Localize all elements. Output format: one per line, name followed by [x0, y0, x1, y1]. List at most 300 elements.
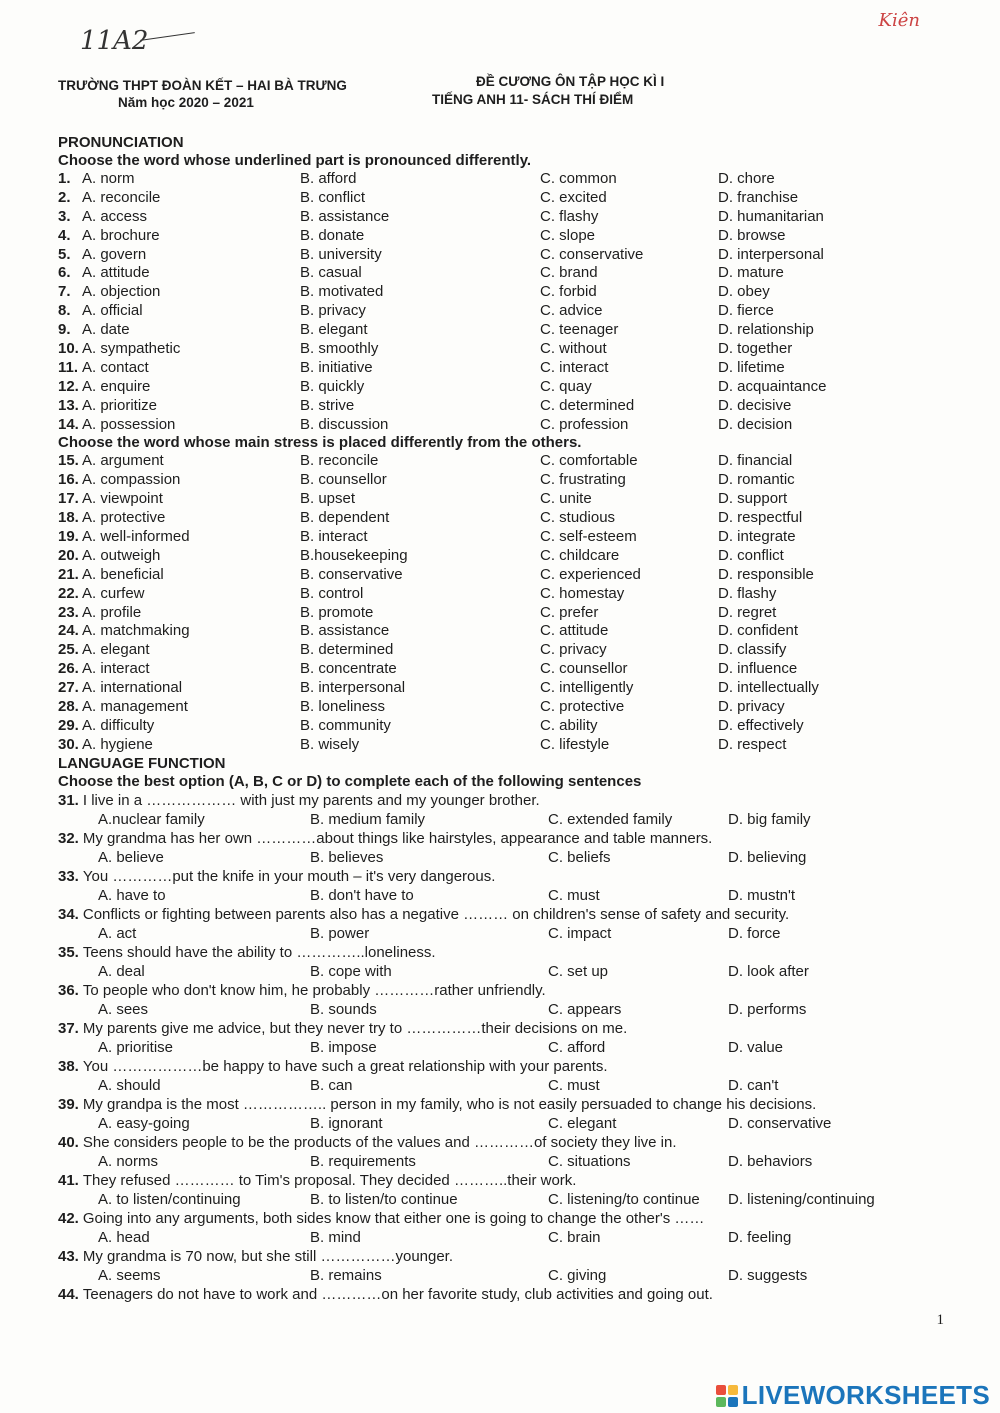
option-d[interactable]: D. privacy [718, 698, 785, 716]
option-d[interactable]: D. regret [718, 603, 777, 621]
option-c[interactable]: C. set up [548, 962, 609, 980]
option-a[interactable]: A. matchmaking [82, 622, 190, 640]
question-row [58, 227, 928, 246]
question-number: 31. [58, 791, 79, 809]
option-b[interactable]: B. reconcile [300, 452, 379, 470]
question-stem [58, 867, 928, 886]
stress-instruction: Choose the word whose main stress is placed differently from the others. [58, 434, 582, 452]
answer-options [58, 962, 928, 981]
option-d[interactable]: D. romantic [718, 471, 795, 489]
option-a[interactable]: A. sees [98, 1000, 149, 1018]
pronunciation-heading: PRONUNCIATION [58, 134, 184, 151]
option-a[interactable]: A. govern [82, 245, 147, 263]
option-b[interactable]: B. mind [310, 1228, 361, 1246]
option-c[interactable]: C. interact [540, 358, 609, 376]
option-b[interactable]: B. can [310, 1076, 353, 1094]
option-b[interactable]: B. interact [300, 528, 368, 546]
question-number: 44. [58, 1285, 79, 1303]
question-text: To people who don't know him, he probably …………rather unfriendly. [82, 981, 546, 999]
answer-options [58, 1190, 928, 1209]
question-text: I live in a ……………… with just my parents and my younger brother. [82, 791, 540, 809]
question-stem [58, 905, 928, 924]
option-d[interactable]: D. fierce [718, 302, 774, 320]
option-b[interactable]: B. assistance [300, 207, 390, 225]
option-d[interactable]: D. mature [718, 264, 784, 282]
question-row [58, 604, 928, 623]
option-d[interactable]: D. listening/continuing [728, 1190, 875, 1208]
option-c[interactable]: C. experienced [540, 565, 641, 583]
option-b[interactable]: B. don't have to [310, 886, 414, 904]
question-number: 34. [58, 905, 79, 923]
option-c[interactable]: C. beliefs [548, 848, 611, 866]
option-d[interactable]: D. relationship [718, 321, 814, 339]
question-row [58, 340, 928, 359]
question-row [58, 622, 928, 641]
option-d[interactable]: D. integrate [718, 528, 796, 546]
language-questions [58, 791, 928, 1304]
question-number: 27. [58, 679, 79, 697]
question-number: 12. [58, 377, 79, 395]
option-a[interactable]: A. have to [98, 886, 166, 904]
question-number: 22. [58, 584, 79, 602]
question-number: 43. [58, 1247, 79, 1265]
question-row [58, 641, 928, 660]
question-number: 36. [58, 981, 79, 999]
option-a[interactable]: A. should [98, 1076, 161, 1094]
answer-options [58, 924, 928, 943]
option-d[interactable]: D. together [718, 340, 793, 358]
option-d[interactable]: D. mustn't [728, 886, 796, 904]
question-row [58, 170, 928, 189]
question-number: 28. [58, 698, 79, 716]
question-number: 29. [58, 716, 79, 734]
question-row [58, 208, 928, 227]
option-b[interactable]: B. casual [300, 264, 362, 282]
option-c[interactable]: C. prefer [540, 603, 599, 621]
question-number: 30. [58, 735, 79, 753]
handwritten-name: Kiên [878, 10, 920, 31]
question-text: Conflicts or fighting between parents also has a negative ……… on children's sense of safety and security. [82, 905, 790, 923]
question-stem [58, 1133, 928, 1152]
option-c[interactable]: C. intelligently [540, 679, 634, 697]
option-c[interactable]: C. must [548, 1076, 600, 1094]
question-row [58, 736, 928, 755]
question-text: She considers people to be the products of the values and …………of society they live in. [82, 1133, 677, 1151]
answer-options [58, 1266, 928, 1285]
option-a[interactable]: A. enquire [82, 377, 151, 395]
question-number: 26. [58, 660, 79, 678]
option-c[interactable]: C. giving [548, 1266, 607, 1284]
option-b[interactable]: B. university [300, 245, 382, 263]
option-c[interactable]: C. childcare [540, 546, 620, 564]
pronunciation-instruction: Choose the word whose underlined part is pronounced differently. [58, 152, 532, 169]
option-a[interactable]: A. well-informed [82, 528, 190, 546]
option-c[interactable]: C. ability [540, 716, 598, 734]
question-row [58, 321, 928, 340]
option-b[interactable]: B. believes [310, 848, 384, 866]
question-row [58, 471, 928, 490]
question-row [58, 246, 928, 265]
option-b[interactable]: B. promote [300, 603, 374, 621]
option-d[interactable]: D. feeling [728, 1228, 792, 1246]
question-row [58, 509, 928, 528]
answer-options [58, 1152, 928, 1171]
option-c[interactable]: C. studious [540, 509, 616, 527]
option-d[interactable]: D. confident [718, 622, 799, 640]
option-d[interactable]: D. force [728, 924, 781, 942]
option-a[interactable]: A. management [82, 698, 188, 716]
option-b[interactable]: B. privacy [300, 302, 366, 320]
option-a[interactable]: A. sympathetic [82, 340, 181, 358]
option-c[interactable]: C. comfortable [540, 452, 638, 470]
brand-logo [716, 1380, 990, 1411]
document-title: ĐỀ CƯƠNG ÔN TẬP HỌC KÌ I [476, 74, 665, 89]
option-c[interactable]: C. flashy [540, 207, 599, 225]
option-c[interactable]: C. profession [540, 415, 629, 433]
option-a[interactable]: A. international [82, 679, 183, 697]
option-a[interactable]: A. outweigh [82, 546, 161, 564]
option-b[interactable]: B. dependent [300, 509, 390, 527]
question-number: 33. [58, 867, 79, 885]
question-number: 37. [58, 1019, 79, 1037]
option-b[interactable]: B. remains [310, 1266, 382, 1284]
option-c[interactable]: C. must [548, 886, 600, 904]
question-row [58, 490, 928, 509]
option-a[interactable]: A. objection [82, 283, 161, 301]
option-b[interactable]: B. conflict [300, 188, 366, 206]
option-d[interactable]: D. effectively [718, 716, 804, 734]
school-name: TRƯỜNG THPT ĐOÀN KẾT – HAI BÀ TRƯNG [58, 78, 347, 93]
option-a[interactable]: A. difficulty [82, 716, 155, 734]
option-c[interactable]: C. counsellor [540, 660, 628, 678]
option-c[interactable]: C. common [540, 170, 617, 187]
option-d[interactable]: D. interpersonal [718, 245, 824, 263]
question-row [58, 585, 928, 604]
question-number: 5. [58, 245, 71, 263]
option-b[interactable]: B. initiative [300, 358, 373, 376]
option-a[interactable]: A. to listen/continuing [98, 1190, 241, 1208]
option-c[interactable]: C. teenager [540, 321, 619, 339]
question-row [58, 397, 928, 416]
question-number: 20. [58, 546, 79, 564]
question-stem [58, 981, 928, 1000]
option-b[interactable]: B. concentrate [300, 660, 397, 678]
option-b[interactable]: B. donate [300, 226, 365, 244]
question-row [58, 189, 928, 208]
question-number: 15. [58, 452, 79, 470]
question-text: Going into any arguments, both sides know that either one is going to change the other's …… [82, 1209, 705, 1227]
option-a[interactable]: A. prioritise [98, 1038, 174, 1056]
question-stem [58, 1247, 928, 1266]
question-stem [58, 791, 928, 810]
answer-options [58, 1228, 928, 1247]
option-c[interactable]: C. quay [540, 377, 592, 395]
option-b[interactable]: B. sounds [310, 1000, 377, 1018]
option-a[interactable]: A. deal [98, 962, 145, 980]
language-heading: LANGUAGE FUNCTION [58, 754, 226, 772]
question-row [58, 264, 928, 283]
option-d[interactable]: D. suggests [728, 1266, 808, 1284]
option-d[interactable]: D. value [728, 1038, 784, 1056]
option-c[interactable]: C. protective [540, 698, 625, 716]
stress-questions [58, 452, 928, 754]
question-text: Teenagers do not have to work and …………on her favorite study, club activities and going out. [82, 1285, 713, 1303]
option-b[interactable]: B. loneliness [300, 698, 386, 716]
question-number: 1. [58, 170, 71, 187]
option-d[interactable]: D. performs [728, 1000, 807, 1018]
option-a[interactable]: A. compassion [82, 471, 181, 489]
question-stem [58, 829, 928, 848]
option-a[interactable]: A. norms [98, 1152, 159, 1170]
question-stem [58, 1057, 928, 1076]
question-stem [58, 1171, 928, 1190]
option-c[interactable]: C. appears [548, 1000, 622, 1018]
question-number: 25. [58, 641, 79, 659]
option-c[interactable]: C. privacy [540, 641, 607, 659]
option-b[interactable]: B. control [300, 584, 364, 602]
option-d[interactable]: D. big family [728, 810, 811, 828]
option-d[interactable]: D. can't [728, 1076, 779, 1094]
question-row [58, 660, 928, 679]
option-a[interactable]: A. beneficial [82, 565, 164, 583]
question-row [58, 679, 928, 698]
option-b[interactable]: B. power [310, 924, 370, 942]
option-b[interactable]: B. counsellor [300, 471, 387, 489]
option-d[interactable]: D. lifetime [718, 358, 785, 376]
option-d[interactable]: D. influence [718, 660, 798, 678]
option-d[interactable]: D. decisive [718, 396, 792, 414]
option-a[interactable]: A. interact [82, 660, 150, 678]
question-number: 13. [58, 396, 79, 414]
question-number: 21. [58, 565, 79, 583]
option-c[interactable]: C. frustrating [540, 471, 626, 489]
answer-options [58, 848, 928, 867]
option-c[interactable]: C. listening/to continue [548, 1190, 700, 1208]
option-b[interactable]: B. elegant [300, 321, 368, 339]
option-b[interactable]: B. motivated [300, 283, 384, 301]
option-a[interactable]: A. profile [82, 603, 142, 621]
question-stem [58, 1209, 928, 1228]
question-number: 41. [58, 1171, 79, 1189]
option-a[interactable]: A. head [98, 1228, 150, 1246]
option-d[interactable]: D. obey [718, 283, 770, 301]
option-a[interactable]: A. protective [82, 509, 166, 527]
option-c[interactable]: C. unite [540, 490, 592, 508]
question-number: 38. [58, 1057, 79, 1075]
option-c[interactable]: C. conservative [540, 245, 644, 263]
option-b[interactable]: B. afford [300, 170, 357, 187]
question-number: 18. [58, 509, 79, 527]
language-instruction: Choose the best option (A, B, C or D) to complete each of the following sentences [58, 772, 642, 790]
option-b[interactable]: B. impose [310, 1038, 377, 1056]
option-b[interactable]: B.housekeeping [300, 546, 408, 564]
answer-options [58, 1000, 928, 1019]
option-d[interactable]: D. flashy [718, 584, 777, 602]
option-c[interactable]: C. elegant [548, 1114, 617, 1132]
question-text: My parents give me advice, but they never try to ……………their decisions on me. [82, 1019, 628, 1037]
option-d[interactable]: D. conservative [728, 1114, 832, 1132]
option-b[interactable]: B. wisely [300, 735, 360, 753]
question-stem [58, 943, 928, 962]
option-b[interactable]: B. strive [300, 396, 355, 414]
option-d[interactable]: D. intellectually [718, 679, 819, 697]
option-d[interactable]: D. browse [718, 226, 786, 244]
option-d[interactable]: D. respect [718, 735, 787, 753]
option-c[interactable]: C. brand [540, 264, 598, 282]
option-a[interactable]: A.nuclear family [98, 810, 205, 828]
option-d[interactable]: D. franchise [718, 188, 799, 206]
option-d[interactable]: D. support [718, 490, 788, 508]
option-b[interactable]: B. community [300, 716, 391, 734]
option-a[interactable]: A. curfew [82, 584, 145, 602]
question-number: 14. [58, 415, 79, 433]
option-a[interactable]: A. access [82, 207, 148, 225]
option-d[interactable]: D. conflict [718, 546, 784, 564]
option-b[interactable]: B. smoothly [300, 340, 379, 358]
option-d[interactable]: D. look after [728, 962, 809, 980]
option-b[interactable]: B. upset [300, 490, 356, 508]
option-c[interactable]: C. brain [548, 1228, 601, 1246]
option-a[interactable]: A. attitude [82, 264, 150, 282]
option-d[interactable]: D. behaviors [728, 1152, 813, 1170]
option-b[interactable]: B. to listen/to continue [310, 1190, 458, 1208]
option-c[interactable]: C. afford [548, 1038, 606, 1056]
option-d[interactable]: D. decision [718, 415, 793, 433]
option-c[interactable]: C. excited [540, 188, 607, 206]
answer-options [58, 1038, 928, 1057]
question-number: 32. [58, 829, 79, 847]
option-a[interactable]: A. elegant [82, 641, 150, 659]
option-b[interactable]: B. interpersonal [300, 679, 406, 697]
option-a[interactable]: A. official [82, 302, 143, 320]
question-stem [58, 1285, 928, 1304]
option-b[interactable]: B. discussion [300, 415, 389, 433]
question-text: My grandpa is the most …………….. person in my family, who is not easily persuaded to change his decisions. [82, 1095, 817, 1113]
option-d[interactable]: D. respectful [718, 509, 803, 527]
option-b[interactable]: B. medium family [310, 810, 426, 828]
question-row [58, 378, 928, 397]
question-number: 8. [58, 302, 71, 320]
option-c[interactable]: C. situations [548, 1152, 631, 1170]
question-text: Teens should have the ability to …………..loneliness. [82, 943, 436, 961]
answer-options [58, 886, 928, 905]
option-d[interactable]: D. responsible [718, 565, 814, 583]
option-c[interactable]: C. determined [540, 396, 635, 414]
option-c[interactable]: C. attitude [540, 622, 609, 640]
question-row [58, 547, 928, 566]
answer-options [58, 1114, 928, 1133]
worksheet-body [58, 134, 928, 1304]
question-row [58, 283, 928, 302]
option-c[interactable]: C. extended family [548, 810, 673, 828]
question-number: 4. [58, 226, 71, 244]
option-a[interactable]: A. seems [98, 1266, 161, 1284]
question-number: 35. [58, 943, 79, 961]
question-text: They refused ………… to Tim's proposal. They decided ………..their work. [82, 1171, 577, 1189]
question-number: 7. [58, 283, 71, 301]
option-a[interactable]: A. argument [82, 452, 164, 470]
option-d[interactable]: D. believing [728, 848, 807, 866]
question-number: 39. [58, 1095, 79, 1113]
option-a[interactable]: A. easy-going [98, 1114, 190, 1132]
question-row [58, 359, 928, 378]
school-year: Năm học 2020 – 2021 [118, 95, 254, 110]
question-stem [58, 1019, 928, 1038]
option-b[interactable]: B. ignorant [310, 1114, 383, 1132]
question-number: 19. [58, 528, 79, 546]
question-number: 6. [58, 264, 71, 282]
option-b[interactable]: B. requirements [310, 1152, 416, 1170]
question-number: 23. [58, 603, 79, 621]
option-a[interactable]: A. possession [82, 415, 176, 433]
option-b[interactable]: B. assistance [300, 622, 390, 640]
option-d[interactable]: D. classify [718, 641, 787, 659]
question-row [58, 717, 928, 736]
question-number: 42. [58, 1209, 79, 1227]
option-b[interactable]: B. conservative [300, 565, 403, 583]
brand-name: LIVEWORKSHEETS [741, 1380, 990, 1410]
option-a[interactable]: A. viewpoint [82, 490, 163, 508]
option-c[interactable]: C. slope [540, 226, 596, 244]
option-c[interactable]: C. homestay [540, 584, 625, 602]
option-d[interactable]: D. acquaintance [718, 377, 827, 395]
question-number: 16. [58, 471, 79, 489]
option-c[interactable]: C. advice [540, 302, 603, 320]
option-a[interactable]: A. norm [82, 170, 135, 187]
option-a[interactable]: A. brochure [82, 226, 160, 244]
question-row [58, 416, 928, 435]
question-text: My grandma is 70 now, but she still ……………younger. [82, 1247, 454, 1265]
option-a[interactable]: A. date [82, 321, 130, 339]
document-subtitle: TIẾNG ANH 11- SÁCH THÍ ĐIỂM [432, 92, 634, 107]
question-stem [58, 1095, 928, 1114]
option-b[interactable]: B. quickly [300, 377, 365, 395]
option-c[interactable]: C. without [540, 340, 607, 358]
page-number: 1 [936, 1312, 944, 1328]
option-c[interactable]: C. self-esteem [540, 528, 637, 546]
option-a[interactable]: A. believe [98, 848, 164, 866]
question-row [58, 302, 928, 321]
question-row [58, 528, 928, 547]
option-d[interactable]: D. chore [718, 170, 775, 187]
option-c[interactable]: C. forbid [540, 283, 597, 301]
question-number: 11. [58, 358, 79, 376]
option-b[interactable]: B. determined [300, 641, 394, 659]
question-row [58, 566, 928, 585]
question-row [58, 698, 928, 717]
option-a[interactable]: A. prioritize [82, 396, 158, 414]
option-a[interactable]: A. contact [82, 358, 149, 376]
question-text: My grandma has her own …………about things like hairstyles, appearance and table manners. [82, 829, 713, 847]
option-d[interactable]: D. financial [718, 452, 793, 470]
question-text: You …………put the knife in your mouth – it's very dangerous. [82, 867, 496, 885]
option-c[interactable]: C. impact [548, 924, 612, 942]
question-text: You ………………be happy to have such a great relationship with your parents. [82, 1057, 608, 1075]
option-c[interactable]: C. lifestyle [540, 735, 610, 753]
question-number: 9. [58, 321, 71, 339]
liveworksheets-icon [716, 1385, 738, 1407]
option-a[interactable]: A. act [98, 924, 137, 942]
question-number: 17. [58, 490, 79, 508]
option-a[interactable]: A. reconcile [82, 188, 161, 206]
option-d[interactable]: D. humanitarian [718, 207, 824, 225]
question-row [58, 452, 928, 471]
question-number: 3. [58, 207, 71, 225]
question-number: 10. [58, 340, 79, 358]
answer-options [58, 1076, 928, 1095]
option-a[interactable]: A. hygiene [82, 735, 153, 753]
option-b[interactable]: B. cope with [310, 962, 392, 980]
